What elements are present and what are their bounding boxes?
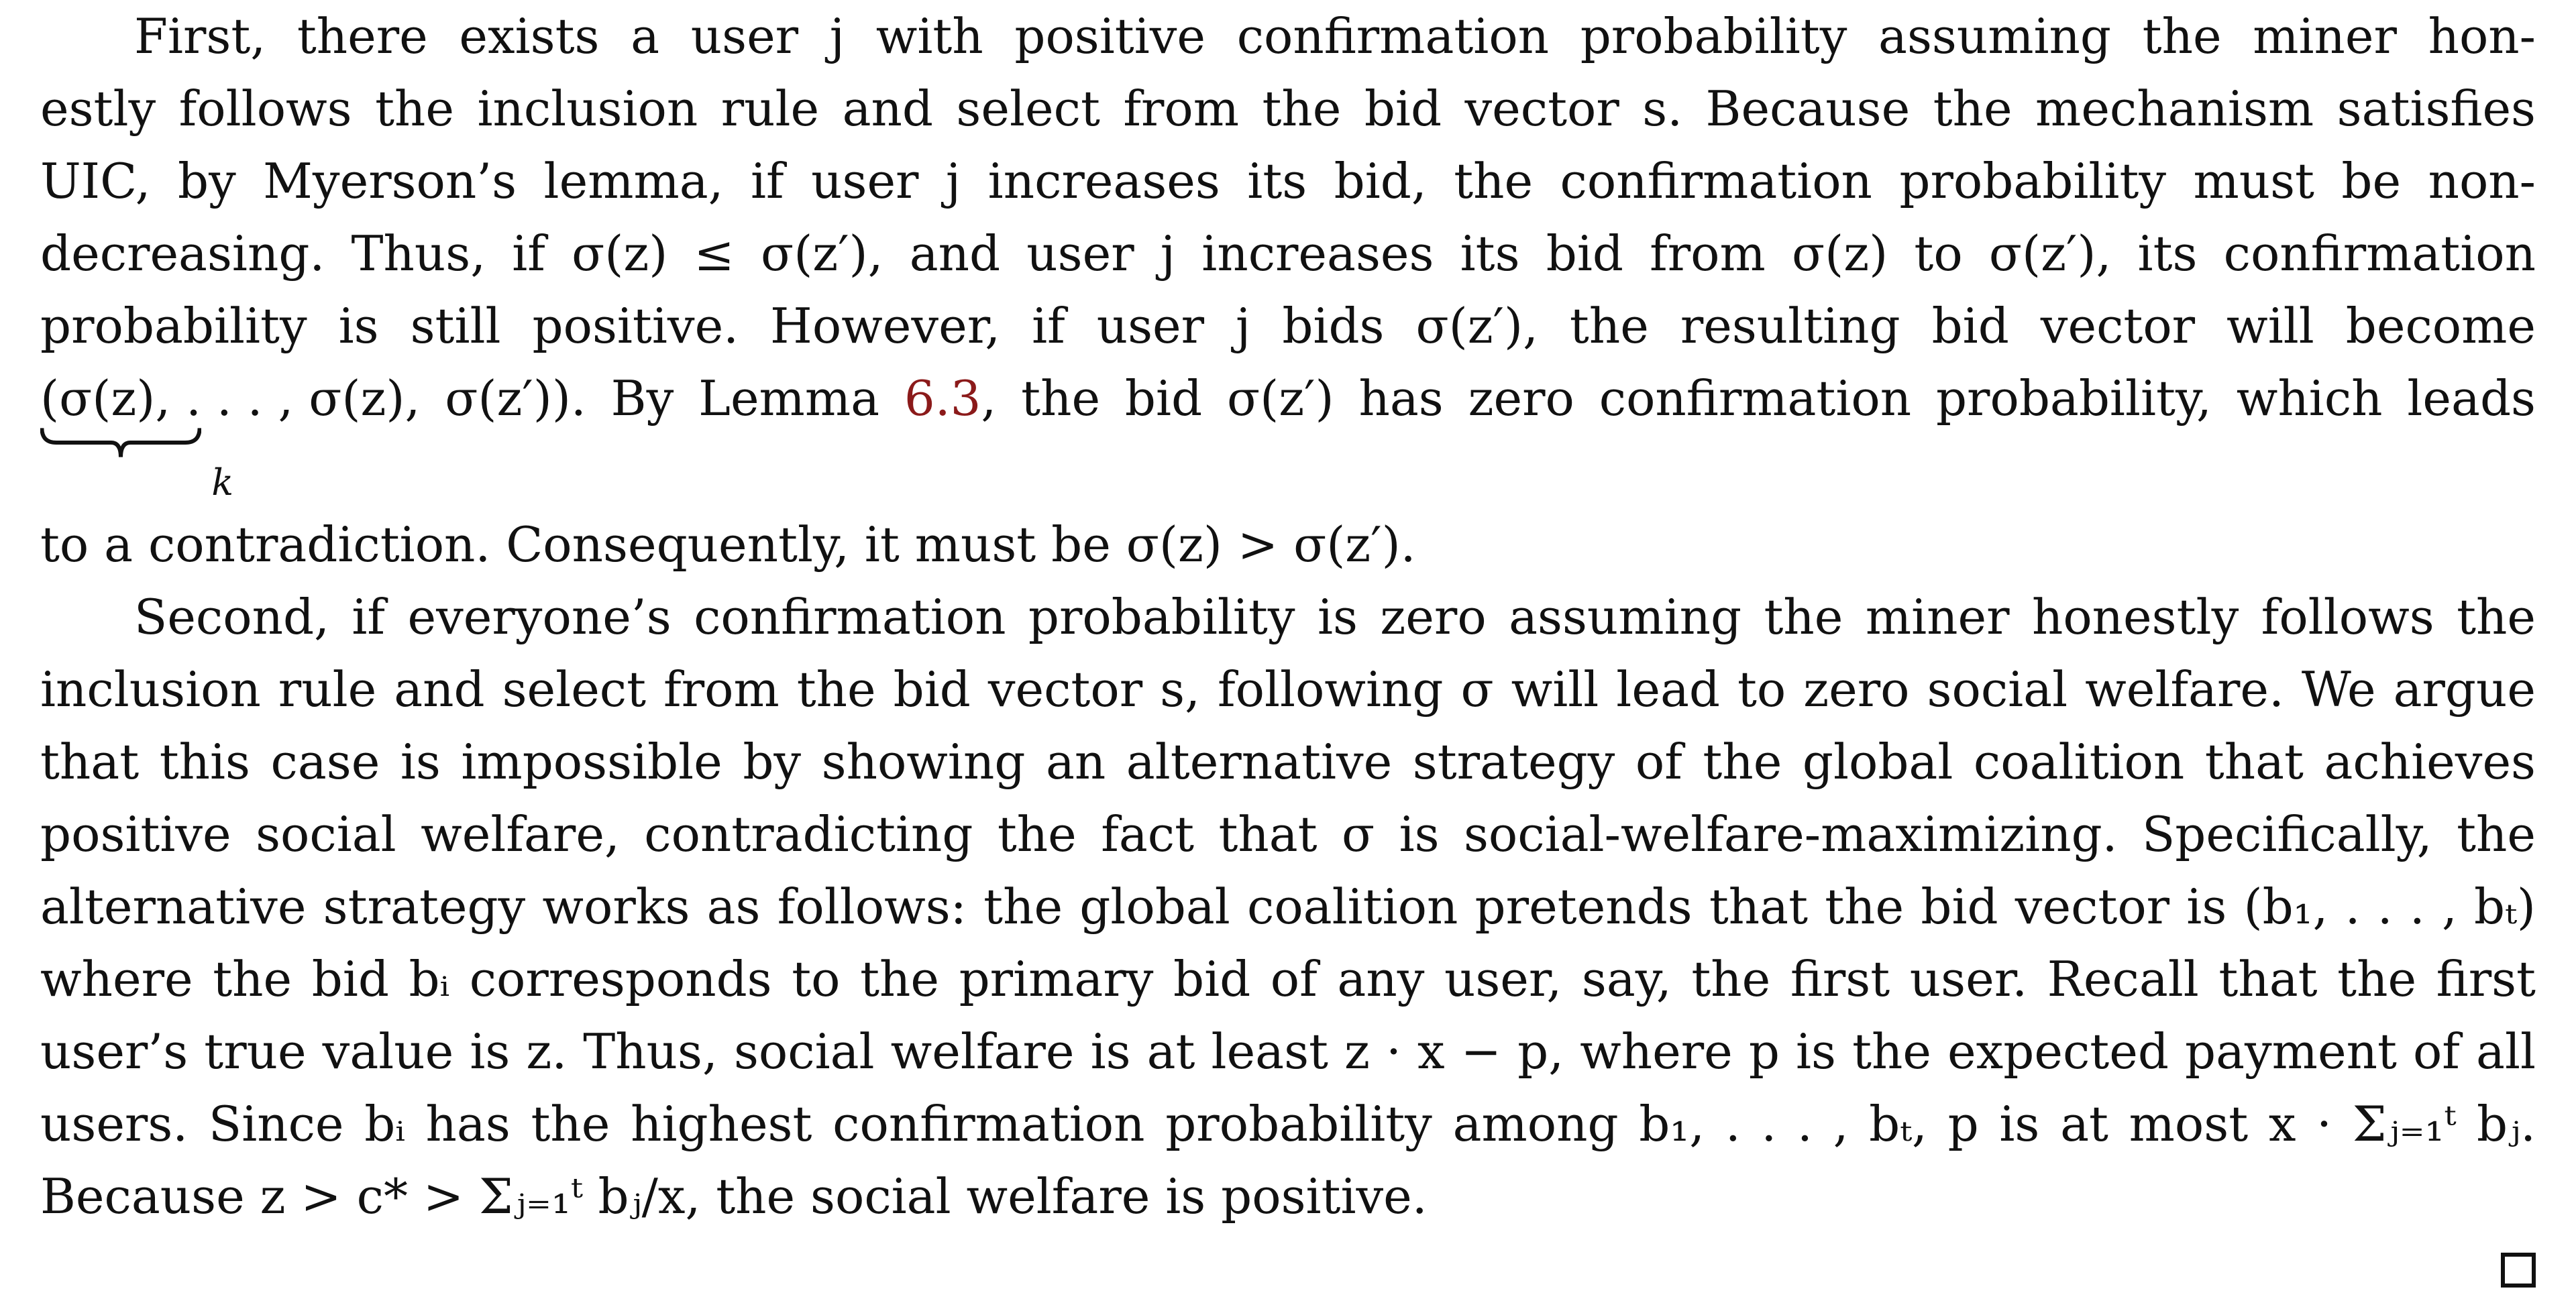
- brace-label: k: [211, 461, 234, 504]
- paragraph-2-line-9: Because z > c* > Σⱼ₌₁ᵗ bⱼ/x, the social welfare is positive.: [40, 1168, 1428, 1224]
- paragraph-1-line-7: to a contradiction. Consequently, it must be σ(z) > σ(z′).: [40, 516, 1416, 573]
- paragraph-2-line-5: alternative strategy works as follows: the global coalition pretends that the bid vector is (b₁, . . . , bₜ): [40, 878, 2536, 935]
- line-6-text-b: , the bid σ(z′) has zero confirmation probability, which leads: [981, 370, 2536, 426]
- paragraph-1-line-4: decreasing. Thus, if σ(z) ≤ σ(z′), and user j increases its bid from σ(z) to σ(z′), its confirmation: [40, 225, 2536, 282]
- underbrace-icon: [40, 426, 201, 459]
- qed-square-icon: [2501, 1253, 2536, 1288]
- paragraph-2-line-8: users. Since bᵢ has the highest confirmation probability among b₁, . . . , bₜ, p is at most x · Σⱼ₌₁ᵗ bⱼ.: [40, 1096, 2536, 1152]
- paragraph-1-line-1: First, there exists a user j with positive confirmation probability assuming the miner hon-: [134, 8, 2536, 64]
- paragraph-1-line-5: probability is still positive. However, if user j bids σ(z′), the resulting bid vector will become: [40, 298, 2536, 354]
- line-6-text-a: , σ(z′)). By Lemma: [405, 370, 904, 426]
- paragraph-2-line-1: Second, if everyone’s confirmation probability is zero assuming the miner honestly follows the: [134, 589, 2536, 645]
- proof-body: [40, 0, 2536, 1233]
- paragraph-2-line-6: where the bid bᵢ corresponds to the primary bid of any user, say, the first user. Recall that the first: [40, 951, 2536, 1007]
- paragraph-2-line-2: inclusion rule and select from the bid vector s, following σ will lead to zero social welfare. We argue: [40, 661, 2536, 718]
- paragraph-2-line-3: that this case is impossible by showing an alternative strategy of the global coalition that achieves: [40, 734, 2536, 790]
- paragraph-1-line-2: estly follows the inclusion rule and select from the bid vector s. Because the mechanism satisfies: [40, 80, 2536, 137]
- paragraph-2-line-7: user’s true value is z. Thus, social welfare is at least z · x − p, where p is the expected payment of all: [40, 1023, 2536, 1080]
- paragraph-1-line-3: UIC, by Myerson’s lemma, if user j increases its bid, the confirmation probability must be non-: [40, 153, 2536, 209]
- lemma-reference-link[interactable]: 6.3: [904, 370, 981, 426]
- braced-text: (σ(z), . . . , σ(z): [40, 370, 405, 426]
- paragraph-2-line-4: positive social welfare, contradicting the fact that σ is social-welfare-maximizing. Specifically, the: [40, 806, 2536, 862]
- paragraph-1-line-6: [40, 362, 2536, 504]
- underbraced-bid-vector: [40, 362, 405, 504]
